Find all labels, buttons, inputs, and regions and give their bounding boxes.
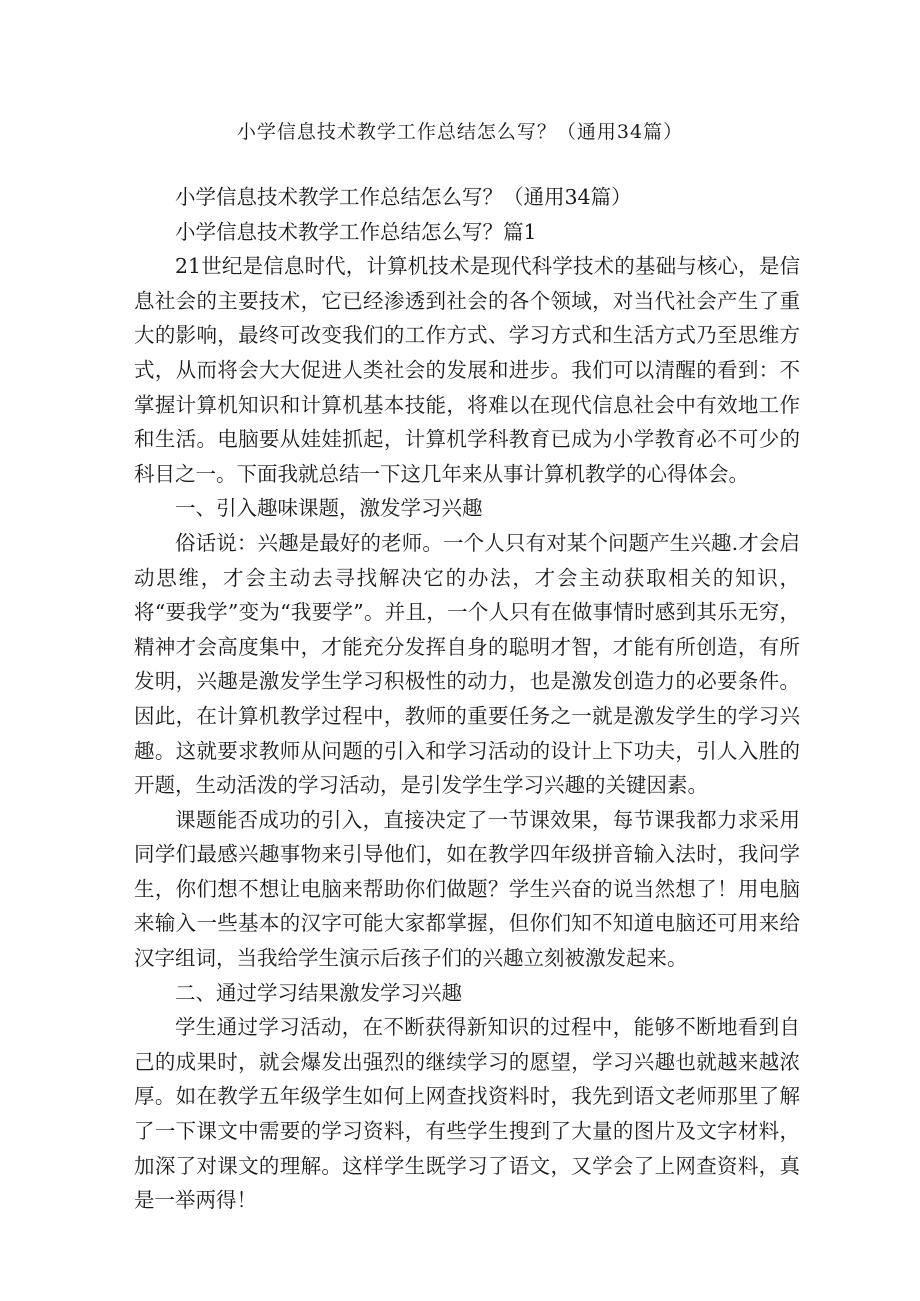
- document-title: 小学信息技术教学工作总结怎么写？（通用34篇）: [236, 121, 684, 143]
- paragraph-body: 学生通过学习活动，在不断获得新知识的过程中，能够不断地看到自己的成果时，就会爆发出强烈的继续学习的愿望，学习兴趣也就越来越浓厚。如在教学五年级学生如何上网查找资料时，我先到语文老师那里了解了一下课文中需要的学习资料，有些学生搜到了大量的图片及文字材料，加深了对课文的理解。这样学生既学习了语文，又学会了上网查资料，真是一举两得！: [134, 1015, 800, 1213]
- paragraph-heading-2: 二、通过学习结果激发学习兴趣: [175, 980, 462, 1005]
- paragraph-body: 课题能否成功的引入，直接决定了一节课效果，每节课我都力求采用同学们最感兴趣事物来引导他们，如在教学四年级拼音输入法时，我问学生，你们想不想让电脑来帮助你们做题？学生兴奋的说当然想了！用电脑来输入一些基本的汉字可能大家都掌握，但你们知不知道电脑还可用来给汉字组词，当我给学生演示后孩子们的兴趣立刻被激发起来。: [134, 807, 800, 971]
- paragraph-section-heading: 小学信息技术教学工作总结怎么写？篇1: [175, 219, 537, 244]
- paragraph-body: 俗话说：兴趣是最好的老师。一个人只有对某个问题产生兴趣.才会启动思维，才会主动去寻找解决它的办法，才会主动获取相关的知识，将“要我学”变为“我要学”。并且，一个人只有在做事情时感到其乐无穷，精神才会高度集中，才能充分发挥自身的聪明才智，才能有所创造，有所发明，兴趣是激发学生学习积极性的动力，也是激发创造力的必要条件。因此，在计算机教学过程中，教师的重要任务之一就是激发学生的学习兴趣。这就要求教师从问题的引入和学习活动的设计上下功夫，引人入胜的开题，生动活泼的学习活动，是引发学生学习兴趣的关键因素。: [134, 530, 800, 798]
- document-body: [134, 180, 800, 1218]
- paragraph-subtitle: 小学信息技术教学工作总结怎么写？（通用34篇）: [175, 185, 632, 209]
- paragraph-intro: 21世纪是信息时代，计算机技术是现代科学技术的基础与核心，是信息社会的主要技术，它已经渗透到社会的各个领域，对当代社会产生了重大的影响，最终可改变我们的工作方式、学习方式和生活方式乃至思维方式，从而将会大大促进人类社会的发展和进步。我们可以清醒的看到：不掌握计算机知识和计算机基本技能，将难以在现代信息社会中有效地工作和生活。电脑要从娃娃抓起，计算机学科教育已成为小学教育必不可少的科目之一。下面我就总结一下这几年来从事计算机教学的心得体会。: [134, 254, 800, 486]
- paragraph-heading-1: 一、引入趣味课题，激发学习兴趣: [175, 496, 483, 521]
